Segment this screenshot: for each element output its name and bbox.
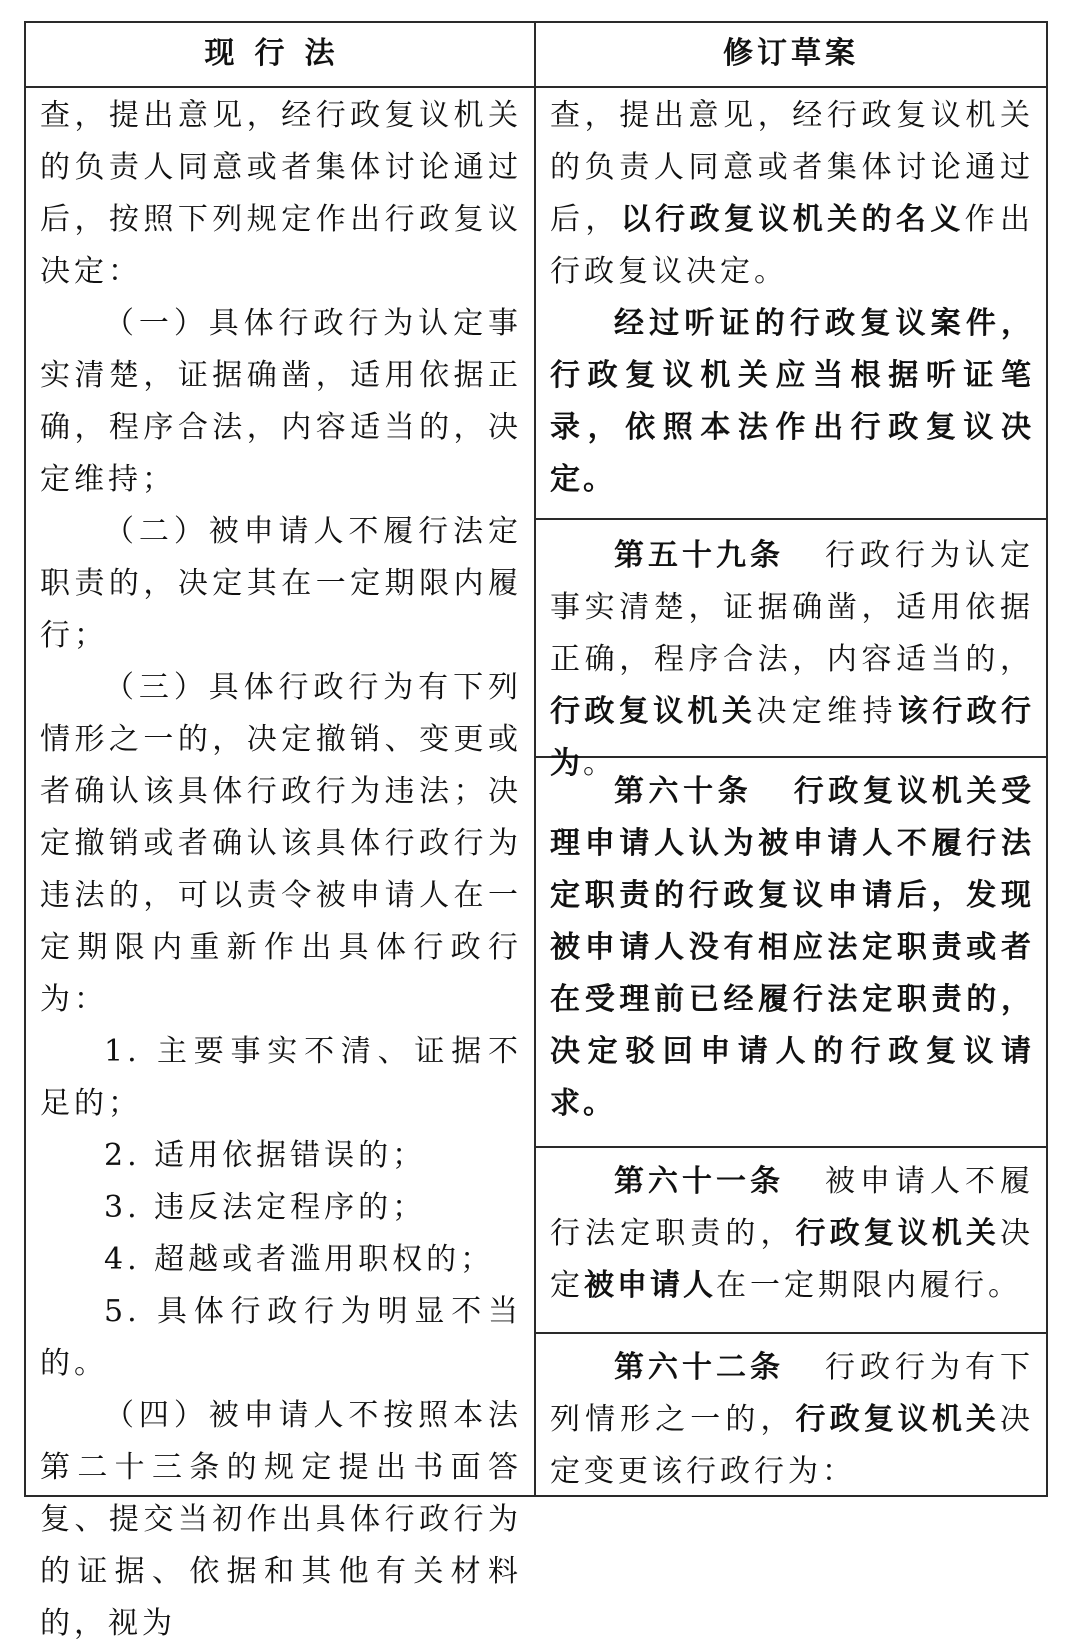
revised-cell-text xyxy=(550,1156,1034,1312)
revised-bold-paragraph: 经过听证的行政复议案件，行政复议机关应当根据听证笔录，依照本法作出行政复议决定。 xyxy=(550,306,1034,497)
current-law-list-item: 3. 违反法定程序的； xyxy=(104,1190,427,1225)
revised-cell-article-61 xyxy=(536,1148,1046,1334)
revised-text: 被申请人不履行法定职责的， xyxy=(550,1164,1034,1251)
revised-bold-text: 行政复议机关 xyxy=(550,694,757,729)
revised-text: 行政行为有下列情形之一的， xyxy=(550,1350,1034,1437)
current-law-list-item: 4. 超越或者滥用职权的； xyxy=(104,1242,495,1277)
revised-cell-text xyxy=(550,1342,1034,1498)
revised-bold-paragraph xyxy=(550,766,1034,1130)
revised-cell-text xyxy=(550,90,1034,506)
current-law-list-item: 2. 适用依据错误的； xyxy=(104,1138,427,1173)
revised-text: 行政行为认定事实清楚，证据确凿，适用依据正确，程序合法，内容适当的， xyxy=(550,538,1034,677)
revised-text: 决定变更该行政行为： xyxy=(550,1402,1035,1489)
revised-bold-text: 行政复议机关受理申请人认为被申请人不履行法定职责的行政复议申请后，发现被申请人没有相应法定职责或者在受理前已经履行法定职责的，决定驳回申请人的行政复议请求。 xyxy=(550,774,1035,1121)
revised-bold-text: 行政复议机关 xyxy=(795,1216,1001,1251)
header-revised-draft: 修订草案 xyxy=(723,36,859,71)
current-law-paragraph: （三）具体行政行为有下列情形之一的，决定撤销、变更或者确认该具体行政行为违法；决定撤销或者确认该具体行政行为违法的，可以责令被申请人在一定期限内重新作出具体行政行为： xyxy=(40,670,522,1017)
article-number: 第六十一条 xyxy=(614,1164,784,1199)
table-header-row xyxy=(24,21,1048,88)
current-law-paragraph: （二）被申请人不履行法定职责的，决定其在一定期限内履行； xyxy=(40,514,522,653)
revised-paragraph xyxy=(550,1342,1034,1498)
current-law-paragraph: （四）被申请人不按照本法第二十三条的规定提出书面答复、提交当初作出具体行政行为的证据、依据和其他有关材料的，视为 xyxy=(40,1398,522,1641)
article-number: 第五十九条 xyxy=(614,538,784,573)
revised-paragraph xyxy=(550,530,1034,790)
current-law-list-item: 5. 具体行政行为明显不当的。 xyxy=(40,1294,522,1381)
revised-cell-1 xyxy=(536,88,1046,520)
revised-text: 查，提出意见，经行政复议机关的负责人同意或者集体讨论通过后， xyxy=(550,98,1034,237)
revised-cell-article-62 xyxy=(536,1334,1046,1495)
revised-cell-article-59 xyxy=(536,520,1046,781)
current-law-paragraph: （一）具体行政行为认定事实清楚，证据确凿，适用依据正确，程序合法，内容适当的，决定维持； xyxy=(40,306,522,497)
revised-bold-text: 行政复议机关 xyxy=(795,1402,1001,1437)
revised-paragraph xyxy=(550,1156,1034,1312)
revised-bold-text: 被申请人 xyxy=(584,1268,716,1303)
revised-cell-text xyxy=(550,530,1034,790)
revised-text: 决定 xyxy=(550,1216,1035,1303)
current-law-column xyxy=(40,90,522,1641)
article-number: 第六十二条 xyxy=(614,1350,784,1385)
current-law-paragraph: 查，提出意见，经行政复议机关的负责人同意或者集体讨论通过后，按照下列规定作出行政复议决定： xyxy=(40,98,522,289)
header-current-law: 现行法 xyxy=(204,36,355,71)
revised-text: 。 xyxy=(583,746,617,781)
revised-text: 决定维持 xyxy=(756,694,898,729)
revised-text: 在一定期限内履行。 xyxy=(716,1268,1022,1303)
revised-bold-text: 以行政复议机关的名义 xyxy=(620,202,965,237)
revised-cell-article-60 xyxy=(536,758,1046,1148)
current-law-list-item: 1. 主要事实不清、证据不足的； xyxy=(40,1034,522,1121)
article-number: 第六十条 xyxy=(614,774,753,809)
revised-bold-text: 该行政行为 xyxy=(550,694,1035,781)
revised-cell-text xyxy=(550,766,1034,1130)
revised-paragraph xyxy=(550,90,1034,298)
revised-text: 作出行政复议决定。 xyxy=(550,202,1035,289)
